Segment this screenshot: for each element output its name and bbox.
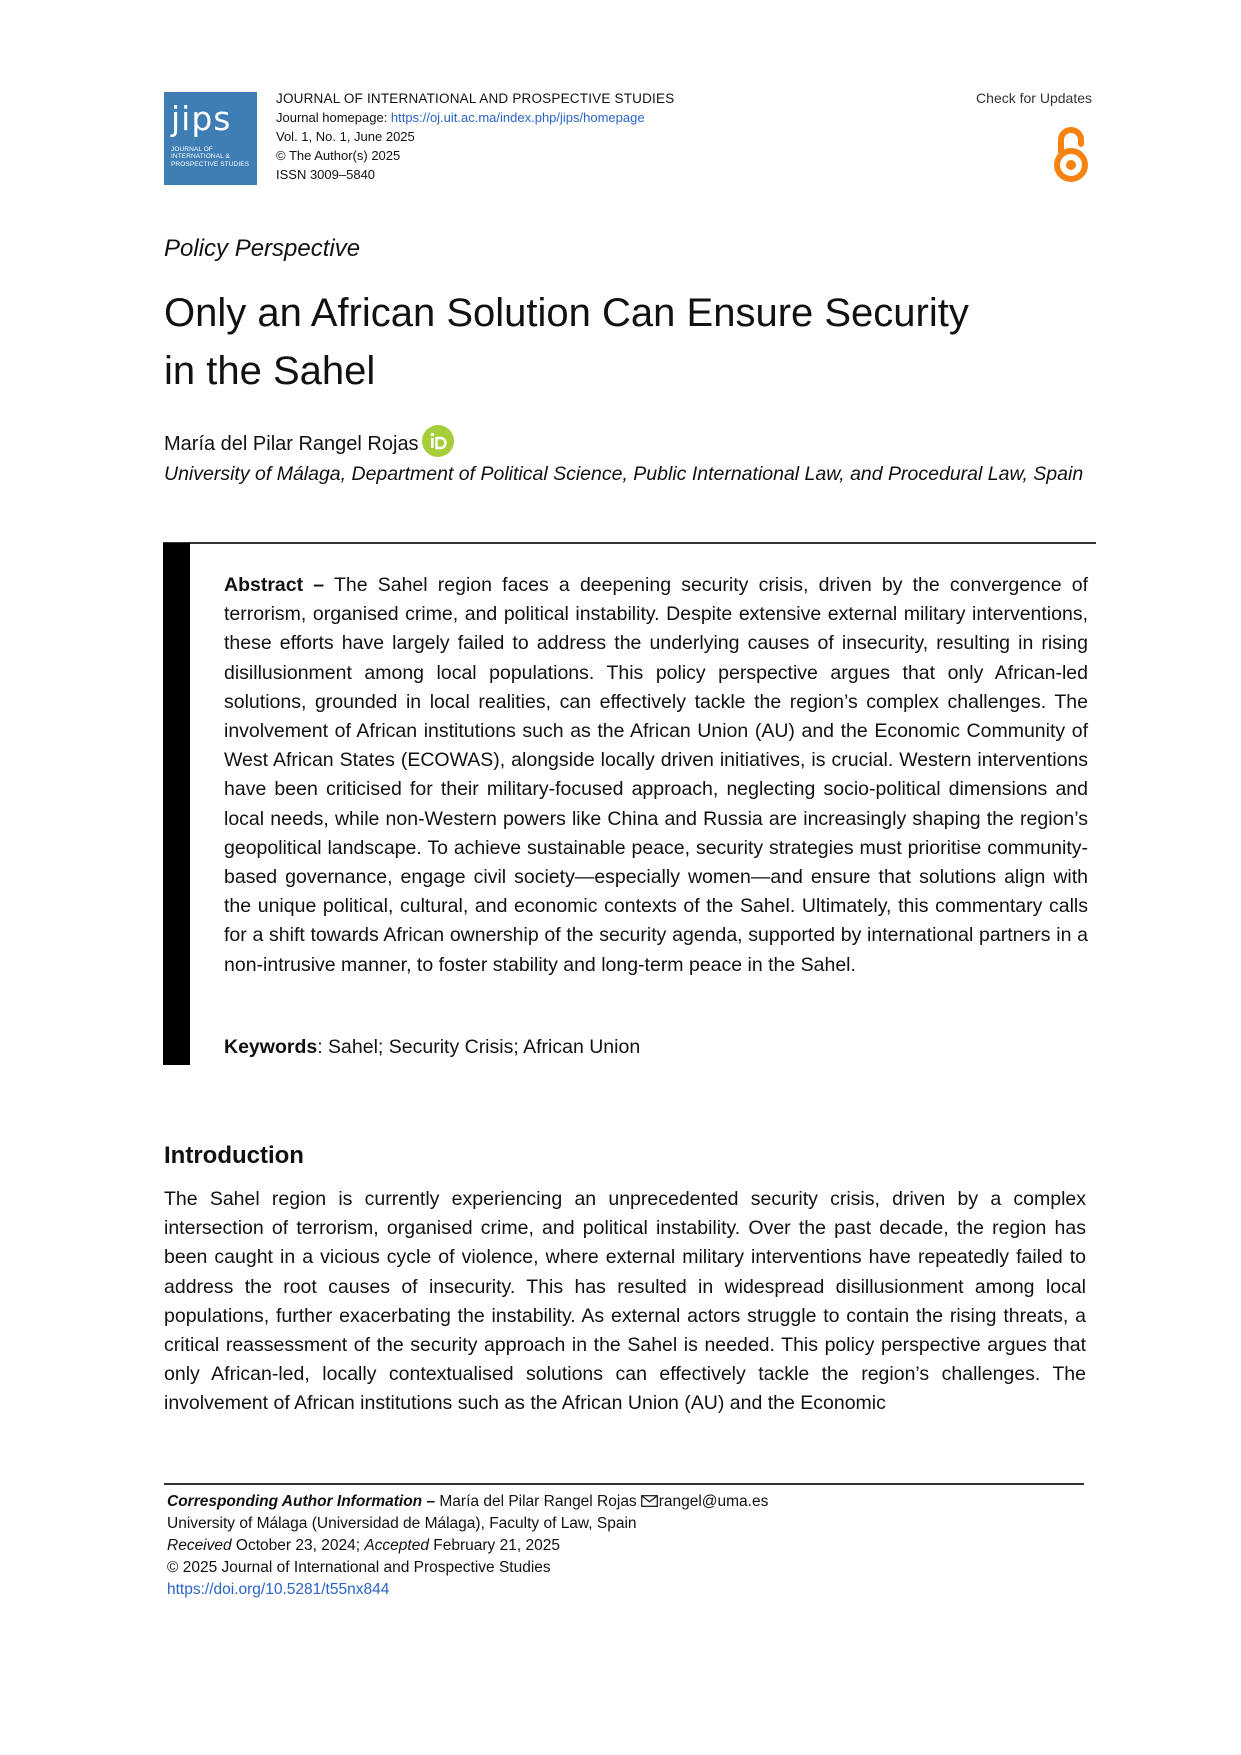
homepage-link[interactable]: https://oj.uit.ac.ma/index.php/jips/homepage — [390, 110, 645, 125]
volume-info: Vol. 1, No. 1, June 2025 — [276, 129, 415, 144]
corresponding-email[interactable]: rangel@uma.es — [658, 1493, 769, 1510]
title-line-2: in the Sahel — [164, 349, 376, 393]
corresponding-name: María del Pilar Rangel Rojas — [435, 1493, 637, 1510]
introduction-heading: Introduction — [164, 1142, 304, 1169]
homepage-label: Journal homepage: — [276, 110, 391, 125]
article-title — [164, 284, 1064, 400]
corresponding-affiliation: University of Málaga (Universidad de Málaga), Faculty of Law, Spain — [167, 1515, 637, 1532]
title-line-1: Only an African Solution Can Ensure Security — [164, 291, 969, 335]
introduction-text: The Sahel region is currently experiencing an unprecedented security crisis, driven by a complex intersection of terrorism, organised crime, and political instability. Over the past decade, the region has been caught in a vicious cycle of violence, where external military interventions have repeatedly failed to address the root causes of insecurity. This has resulted in widespread disillusionment among local populations, further exacerbating the instability. As external actors struggle to contain the rising threats, a critical reassessment of the security approach in the Sahel is needed. This policy perspective argues that only African-led, locally contextualised solutions can effectively tackle the region’s challenges. The involvement of African institutions such as the African Union (AU) and the Economic — [164, 1188, 1086, 1415]
abstract-top-rule — [163, 542, 1096, 544]
abstract-side-bar — [163, 543, 190, 1065]
keywords — [224, 1036, 640, 1059]
received-date: October 23, 2024; — [231, 1537, 365, 1554]
author-copyright: © The Author(s) 2025 — [276, 148, 401, 163]
keywords-list: : Sahel; Security Crisis; African Union — [317, 1036, 641, 1058]
accepted-date: February 21, 2025 — [428, 1537, 560, 1554]
corresponding-author — [167, 1491, 1067, 1513]
check-for-updates-link[interactable]: Check for Updates — [976, 90, 1092, 106]
accepted-label: Accepted — [364, 1537, 429, 1554]
dates — [167, 1535, 1067, 1557]
keywords-label: Keywords — [224, 1036, 318, 1058]
journal-name: JOURNAL OF INTERNATIONAL AND PROSPECTIVE STUDIES — [276, 91, 675, 106]
corresponding-label: Corresponding Author Information – — [167, 1493, 436, 1510]
author-name[interactable]: María del Pilar Rangel Rojas — [164, 433, 419, 455]
article-type: Policy Perspective — [164, 235, 361, 262]
open-access-icon[interactable] — [1050, 122, 1092, 184]
author-affiliation: University of Málaga, Department of Political Science, Public International Law, and Procedural Law, Spain — [164, 463, 1084, 485]
journal-copyright: © 2025 Journal of International and Prospective Studies — [167, 1559, 551, 1576]
journal-info — [276, 89, 674, 184]
journal-homepage — [276, 108, 674, 127]
doi-link[interactable]: https://doi.org/10.5281/t55nx844 — [167, 1581, 390, 1598]
footnote — [167, 1491, 1067, 1601]
received-label: Received — [167, 1537, 232, 1554]
logo-word: jips — [171, 99, 232, 138]
abstract-label: Abstract – — [224, 574, 325, 596]
abstract-body: The Sahel region faces a deepening security crisis, driven by the convergence of terrorism, organised crime, and political instability. Despite extensive external military interventions, these efforts have largely failed to address the underlying causes of insecurity, resulting in rising disillusionment among local populations. This policy perspective argues that only African-led solutions, grounded in local realities, can effectively tackle the region’s complex challenges. The involvement of African institutions such as the African Union (AU) and the Economic Community of West African States (ECOWAS), alongside locally driven initiatives, is crucial. Western interventions have been criticised for their military-focused approach, neglecting socio-political dimensions and local needs, while non-Western powers like China and Russia are increasingly shaping the region’s geopolitical landscape. To achieve sustainable peace, security strategies must prioritise community-based governance, engage civil society—especially women—and ensure that solutions align with the unique political, cultural, and economic contexts of the Sahel. Ultimately, this commentary calls for a shift towards African ownership of the security agenda, supported by international partners in a non-intrusive manner, to foster stability and long-term peace in the Sahel. — [224, 574, 1088, 976]
footnote-rule — [164, 1483, 1084, 1485]
orcid-icon[interactable] — [422, 425, 454, 457]
issn: ISSN 3009–5840 — [276, 167, 376, 182]
journal-logo — [164, 92, 257, 185]
logo-subtitle: JOURNAL OF INTERNATIONAL & PROSPECTIVE STUDIES — [171, 146, 250, 168]
mail-icon — [641, 1495, 658, 1507]
abstract — [224, 571, 1088, 980]
